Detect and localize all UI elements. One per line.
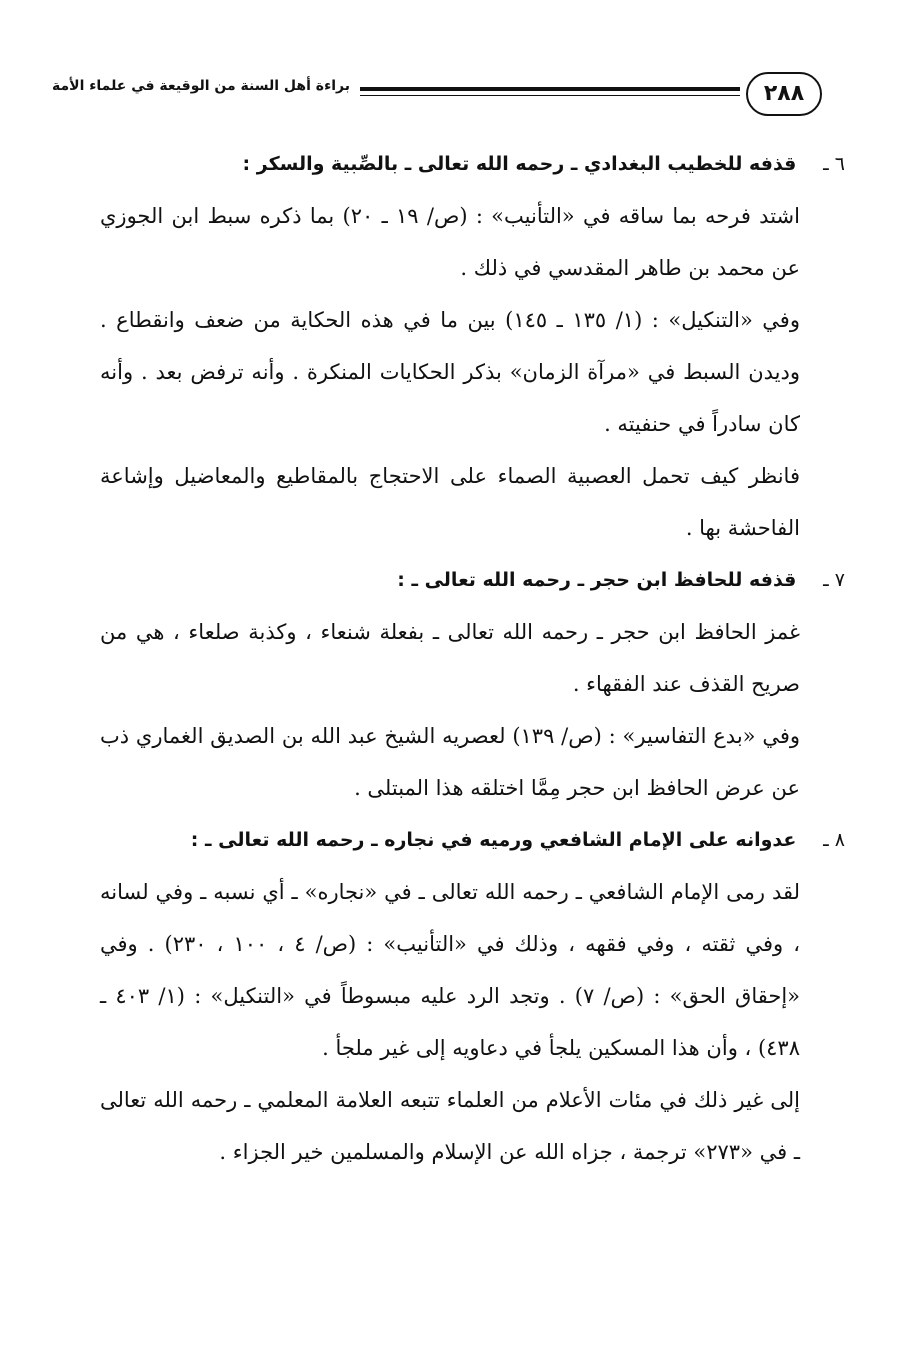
section-title: قذفه للحافظ ابن حجر ـ رحمه الله تعالى ـ : bbox=[397, 569, 797, 591]
paragraph: وفي «التنكيل» : (١/ ١٣٥ ـ ١٤٥) بين ما في هذه الحكاية من ضعف وانقطاع . وديدن السبط في «مرآة الزمان» بذكر الحكايات المنكرة . وأنه ترفض بعد . وأنه كان سادراً في حنفيته . bbox=[100, 308, 800, 436]
section-number: ٦ ـ bbox=[823, 153, 845, 175]
section-number: ٨ ـ bbox=[823, 829, 845, 851]
paragraph: اشتد فرحه بما ساقه في «التأنيب» : (ص/ ١٩ ـ ٢٠) بما ذكره سبط ابن الجوزي عن محمد بن طاهر المقدسي في ذلك . bbox=[100, 204, 800, 280]
page-body bbox=[100, 138, 845, 1178]
paragraph: وفي «بدع التفاسير» : (ص/ ١٣٩) لعصريه الشيخ عبد الله بن الصديق الغماري ذب عن عرض الحافظ ابن حجر مِمَّا اختلقه هذا المبتلى . bbox=[100, 724, 800, 800]
section-heading bbox=[100, 554, 845, 606]
section-title: قذفه للخطيب البغدادي ـ رحمه الله تعالى ـ بالصِّبية والسكر : bbox=[242, 153, 797, 175]
page-number: ٢٨٨ bbox=[746, 72, 822, 116]
section-heading bbox=[100, 138, 845, 190]
running-title: براءة أهل السنة من الوقيعة في علماء الأمة bbox=[52, 78, 350, 94]
header-rule bbox=[360, 87, 740, 96]
paragraph: غمز الحافظ ابن حجر ـ رحمه الله تعالى ـ بفعلة شنعاء ، وكذبة صلعاء ، هي من صريح القذف عند الفقهاء . bbox=[100, 620, 800, 696]
paragraph: إلى غير ذلك في مئات الأعلام من العلماء تتبعه العلامة المعلمي ـ رحمه الله تعالى ـ في «٢٧٣» ترجمة ، جزاه الله عن الإسلام والمسلمين خير الجزاء . bbox=[100, 1088, 800, 1164]
paragraph: لقد رمى الإمام الشافعي ـ رحمه الله تعالى ـ في «نجاره» ـ أي نسبه ـ وفي لسانه ، وفي ثقته ، وفي فقهه ، وذلك في «التأنيب» : (ص/ ٤ ، ١٠٠ ، ٢٣٠) . وفي «إحقاق الحق» : (ص/ ٧) . وتجد الرد عليه مبسوطاً في «التنكيل» : (١/ ٤٠٣ ـ ٤٣٨) ، وأن هذا المسكين يلجأ في دعاويه إلى غير ملجأ . bbox=[100, 880, 800, 1060]
section-number: ٧ ـ bbox=[823, 569, 845, 591]
section-title: عدوانه على الإمام الشافعي ورميه في نجاره ـ رحمه الله تعالى ـ : bbox=[190, 829, 797, 851]
paragraph: فانظر كيف تحمل العصبية الصماء على الاحتجاج بالمقاطيع والمعاضيل وإشاعة الفاحشة بها . bbox=[100, 464, 800, 540]
page-header bbox=[52, 70, 822, 120]
section-heading bbox=[100, 814, 845, 866]
